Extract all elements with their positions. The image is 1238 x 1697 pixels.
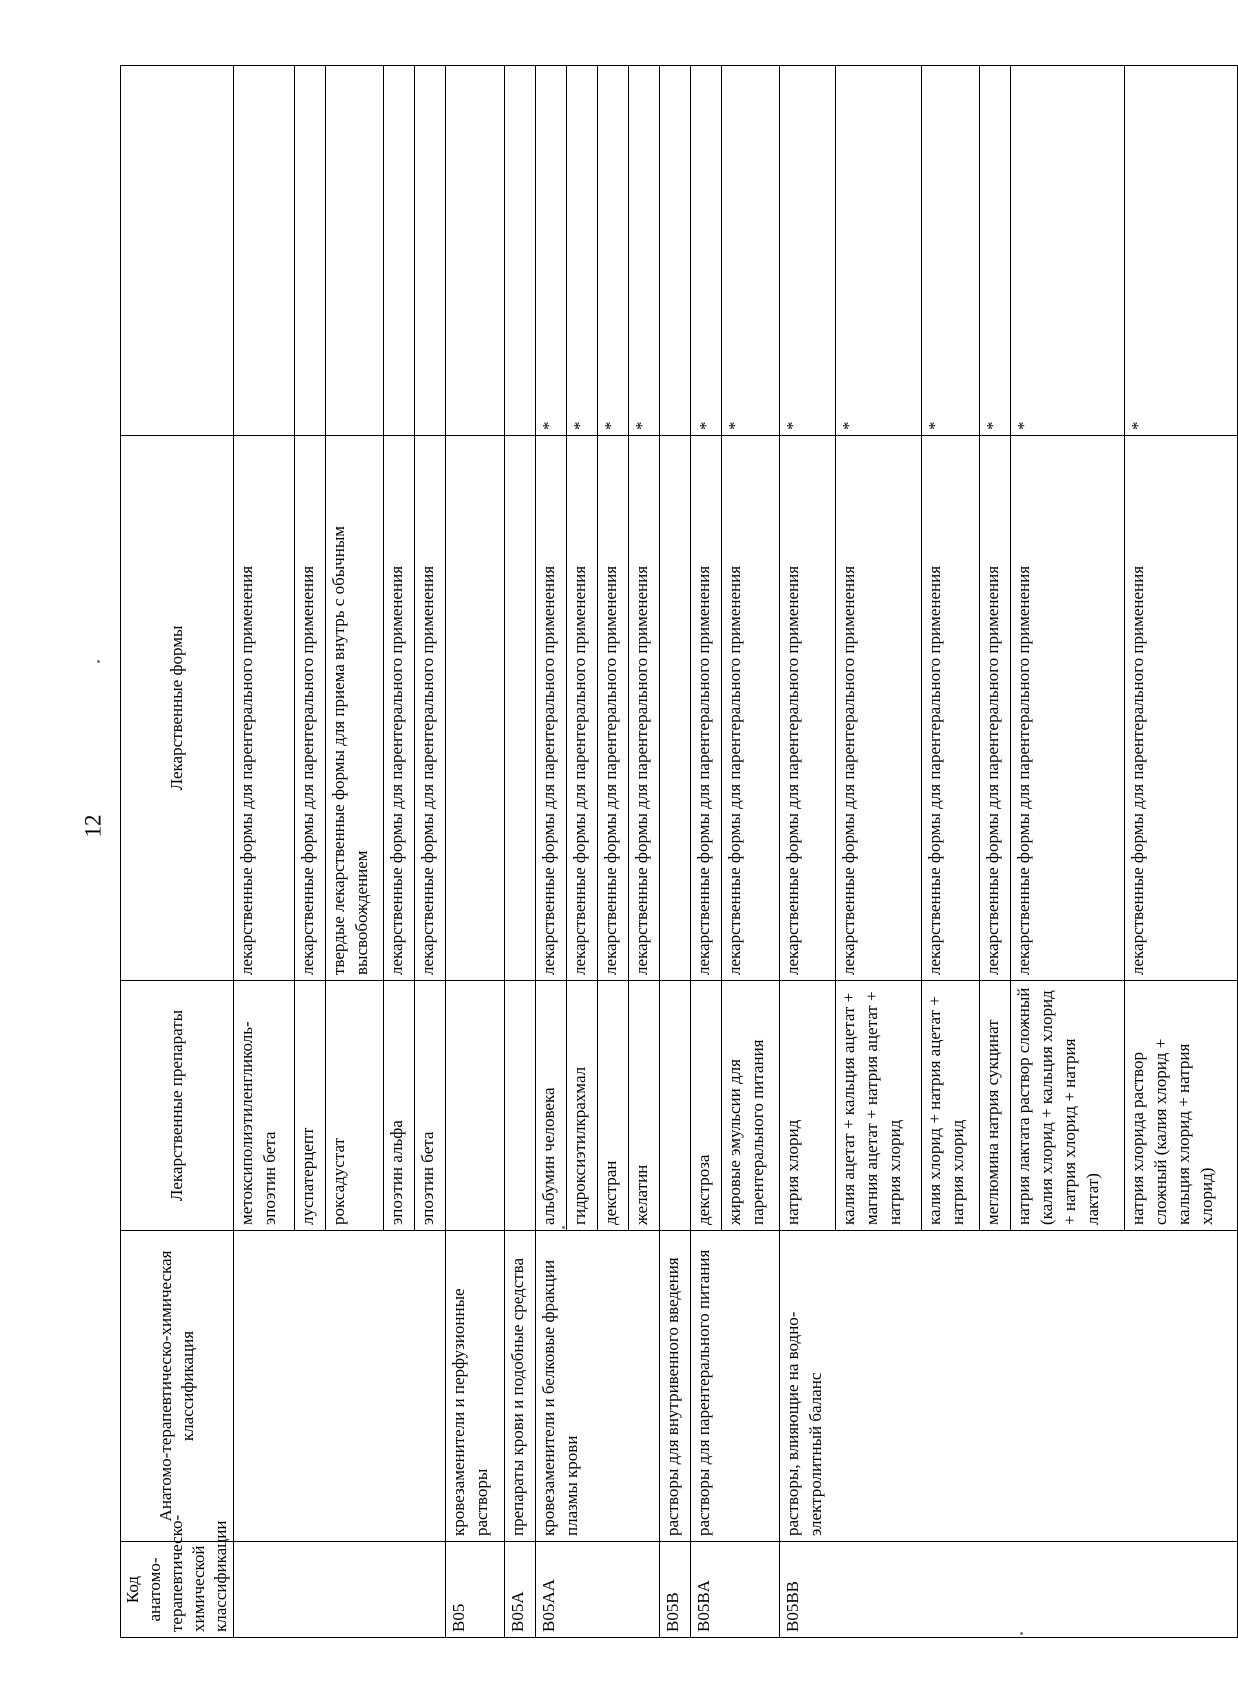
mark-cell: * (980, 66, 1011, 436)
mark-cell (234, 66, 295, 436)
mark-cell (504, 66, 535, 436)
drug-cell: декстроза (690, 981, 721, 1231)
classification-cell: растворы, влияющие на водно-электролитный баланс (780, 1231, 1238, 1542)
table-row (690, 66, 721, 1638)
mark-cell: * (921, 66, 979, 436)
drug-cell: эпоэтин альфа (384, 981, 415, 1231)
form-cell: лекарственные формы для парентерального применения (384, 436, 415, 981)
form-cell: лекарственные формы для парентерального применения (921, 436, 979, 981)
form-cell (504, 436, 535, 981)
header-classification: Анатомо-терапевтическо-химическая классификация (121, 1231, 234, 1542)
form-cell: лекарственные формы для парентерального применения (628, 436, 659, 981)
scan-speck (562, 1226, 565, 1229)
drug-cell: метоксиполиэтиленгликоль-эпоэтин бета (234, 981, 295, 1231)
drug-cell: натрия хлорид (780, 981, 836, 1231)
classification-cell: кровезаменители и белковые фракции плазмы крови (535, 1231, 659, 1542)
form-cell: лекарственные формы для парентерального применения (780, 436, 836, 981)
form-cell (446, 436, 504, 981)
form-cell: лекарственные формы для парентерального применения (836, 436, 922, 981)
header-drugs: Лекарственные препараты (121, 981, 234, 1231)
form-cell: лекарственные формы для парентерального применения (566, 436, 597, 981)
code-cell: B05BA (690, 1542, 779, 1638)
classification-cell: растворы для парентерального питания (690, 1231, 779, 1542)
scan-speck (1020, 1632, 1023, 1635)
code-cell: B05B (659, 1542, 690, 1638)
table-header-row (121, 66, 234, 1638)
form-cell: лекарственные формы для парентерального применения (1011, 436, 1124, 981)
mark-cell: * (535, 66, 566, 436)
code-cell: B05AA (535, 1542, 659, 1638)
header-forms: Лекарственные формы (121, 436, 234, 981)
scan-speck (97, 660, 100, 663)
table-row (446, 66, 504, 1638)
table-row (780, 66, 836, 1638)
mark-cell: * (1011, 66, 1124, 436)
form-cell: лекарственные формы для парентерального применения (294, 436, 325, 981)
form-cell: лекарственные формы для парентерального применения (597, 436, 628, 981)
mark-cell: * (690, 66, 721, 436)
code-cell (234, 1542, 446, 1638)
form-cell (659, 436, 690, 981)
table-body (234, 66, 1238, 1638)
header-code: Код анатомо-терапевтическо-химической классификации (121, 1542, 234, 1638)
drug-cell: гидроксиэтилкрахмал (566, 981, 597, 1231)
drug-cell: альбумин человека (535, 981, 566, 1231)
code-cell: B05 (446, 1542, 504, 1638)
form-cell: лекарственные формы для парентерального применения (980, 436, 1011, 981)
mark-cell: * (597, 66, 628, 436)
form-cell: твердые лекарственные формы для приема внутрь с обычным высвобождением (325, 436, 383, 981)
table-row (504, 66, 535, 1638)
drug-cell: калия ацетат + кальция ацетат + магния ацетат + натрия ацетат + натрия хлорид (836, 981, 922, 1231)
header-mark (121, 66, 234, 436)
code-cell: B05A (504, 1542, 535, 1638)
classification-cell: кровезаменители и перфузионные растворы (446, 1231, 504, 1542)
table-row (234, 66, 295, 1638)
form-cell: лекарственные формы для парентерального применения (535, 436, 566, 981)
classification-cell: растворы для внутривенного введения (659, 1231, 690, 1542)
classification-cell: препараты крови и подобные средства (504, 1231, 535, 1542)
mark-cell: * (566, 66, 597, 436)
form-cell: лекарственные формы для парентерального применения (1124, 436, 1237, 981)
mark-cell (294, 66, 325, 436)
form-cell: лекарственные формы для парентерального применения (721, 436, 779, 981)
rotated-table-wrapper (120, 66, 1238, 1638)
mark-cell (415, 66, 446, 436)
code-cell: B05BB (780, 1542, 1238, 1638)
mark-cell (325, 66, 383, 436)
drug-cell (504, 981, 535, 1231)
form-cell: лекарственные формы для парентерального применения (415, 436, 446, 981)
drug-table (120, 65, 1238, 1638)
form-cell: лекарственные формы для парентерального применения (690, 436, 721, 981)
mark-cell (446, 66, 504, 436)
drug-cell: эпоэтин бета (415, 981, 446, 1231)
table-row (535, 66, 566, 1638)
mark-cell: * (721, 66, 779, 436)
drug-cell: натрия лактата раствор сложный (калия хлорид + кальция хлорид + натрия хлорид + натрия лактат) (1011, 981, 1124, 1231)
drug-cell: луспатерцепт (294, 981, 325, 1231)
form-cell: лекарственные формы для парентерального применения (234, 436, 295, 981)
mark-cell (659, 66, 690, 436)
classification-cell (234, 1231, 446, 1542)
drug-cell: жировые эмульсии для парентерального питания (721, 981, 779, 1231)
drug-cell: меглюмина натрия сукцинат (980, 981, 1011, 1231)
drug-cell: декстран (597, 981, 628, 1231)
mark-cell: * (1124, 66, 1237, 436)
mark-cell (384, 66, 415, 436)
drug-cell: калия хлорид + натрия ацетат + натрия хлорид (921, 981, 979, 1231)
drug-cell (446, 981, 504, 1231)
drug-cell: желатин (628, 981, 659, 1231)
mark-cell: * (628, 66, 659, 436)
mark-cell: * (780, 66, 836, 436)
drug-cell (659, 981, 690, 1231)
drug-cell: натрия хлорида раствор сложный (калия хлорид + кальция хлорид + натрия хлорид) (1124, 981, 1237, 1231)
table-row (659, 66, 690, 1638)
drug-cell: роксадустат (325, 981, 383, 1231)
page-number: 12 (80, 814, 106, 838)
mark-cell: * (836, 66, 922, 436)
